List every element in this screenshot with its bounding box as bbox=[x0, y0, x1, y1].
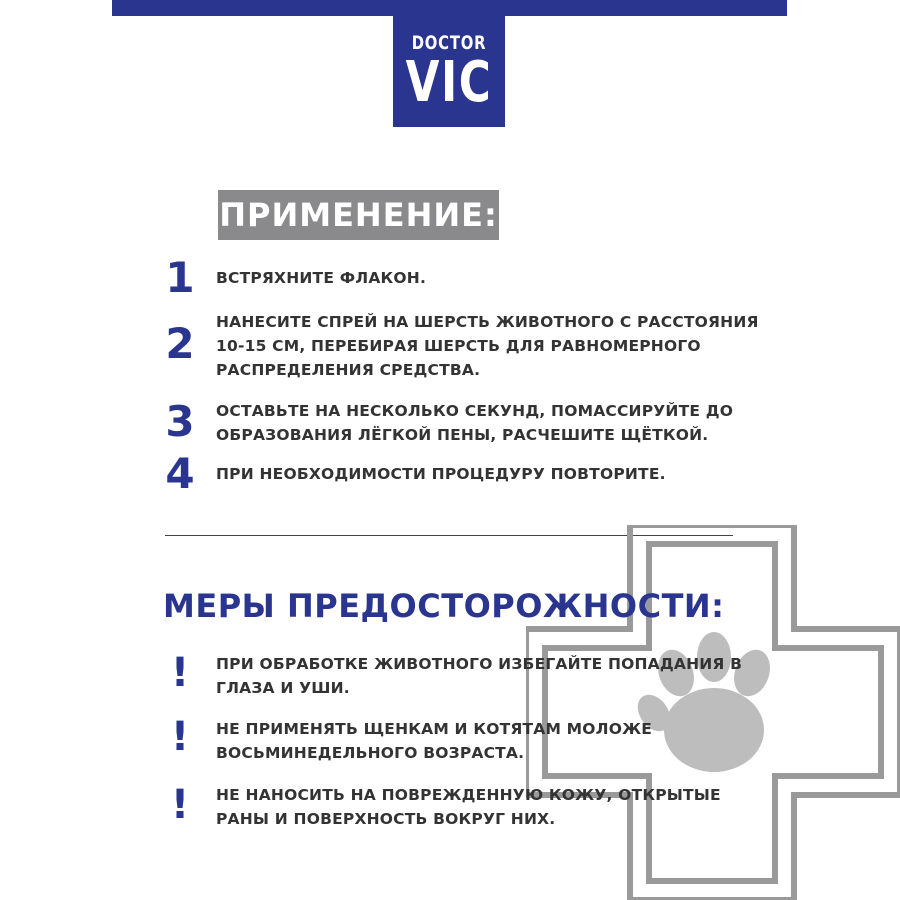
precaution-text-2: НЕ ПРИМЕНЯТЬ ЩЕНКАМ И КОТЯТАМ МОЛОЖЕ ВОСЬМИНЕДЕЛЬНОГО ВОЗРАСТА. bbox=[216, 720, 653, 762]
brand-logo bbox=[393, 16, 505, 127]
warning-mark-1: ! bbox=[170, 650, 190, 696]
brand-logo-line1: DOCTOR bbox=[411, 32, 487, 54]
precaution-text-3: НЕ НАНОСИТЬ НА ПОВРЕЖДЕННУЮ КОЖУ, ОТКРЫТЫЕ РАНЫ И ПОВЕРХНОСТЬ ВОКРУГ НИХ. bbox=[216, 786, 721, 828]
precaution-text-1: ПРИ ОБРАБОТКЕ ЖИВОТНОГО ИЗБЕГАЙТЕ ПОПАДАНИЯ В ГЛАЗА И УШИ. bbox=[216, 655, 743, 697]
step-number-4: 4 bbox=[165, 449, 195, 498]
precautions-heading: МЕРЫ ПРЕДОСТОРОЖНОСТИ: bbox=[163, 587, 725, 625]
step-text-1: ВСТРЯХНИТЕ ФЛАКОН. bbox=[216, 269, 427, 287]
step-number-3: 3 bbox=[165, 397, 195, 446]
top-brand-bar bbox=[112, 0, 787, 16]
step-number-1: 1 bbox=[165, 253, 195, 302]
medical-cross-icon bbox=[526, 525, 900, 900]
usage-heading: ПРИМЕНЕНИЕ: bbox=[218, 190, 499, 240]
step-text-4: ПРИ НЕОБХОДИМОСТИ ПРОЦЕДУРУ ПОВТОРИТЕ. bbox=[216, 465, 666, 483]
brand-logo-line2: VIC bbox=[405, 50, 493, 115]
step-number-2: 2 bbox=[165, 319, 195, 368]
warning-mark-3: ! bbox=[170, 782, 190, 828]
step-text-2: НАНЕСИТЕ СПРЕЙ НА ШЕРСТЬ ЖИВОТНОГО С РАССТОЯНИЯ 10-15 СМ, ПЕРЕБИРАЯ ШЕРСТЬ ДЛЯ РАВНОМЕРНОГО РАСПРЕДЕЛЕНИЯ СРЕДСТВА. bbox=[216, 313, 759, 379]
step-text-3: ОСТАВЬТЕ НА НЕСКОЛЬКО СЕКУНД, ПОМАССИРУЙТЕ ДО ОБРАЗОВАНИЯ ЛЁГКОЙ ПЕНЫ, РАСЧЕШИТЕ ЩЁТКОЙ. bbox=[216, 402, 734, 444]
warning-mark-2: ! bbox=[170, 714, 190, 760]
